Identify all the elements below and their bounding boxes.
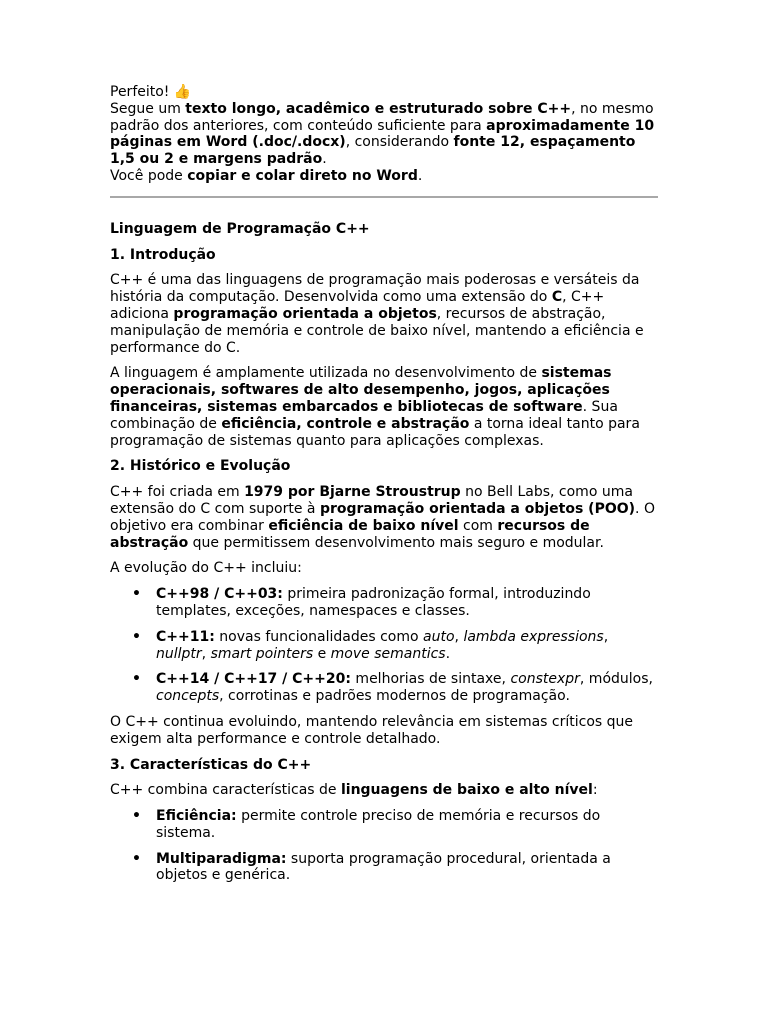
bullet-icon: • — [132, 850, 141, 867]
paragraph — [110, 272, 658, 356]
bold-run: Eficiência: — [156, 808, 237, 825]
text-run: , corrotinas e padrões modernos de programação. — [219, 688, 570, 705]
copy-instruction — [110, 168, 658, 185]
text-run: C++ é uma das linguagens de programação mais poderosas e versáteis da história da computação. Desenvolvida como uma extensão do — [110, 272, 640, 306]
paragraph: A evolução do C++ incluiu: — [110, 560, 302, 577]
copy-bold: copiar e colar direto no Word — [187, 167, 418, 184]
text-run: permite controle preciso de memória e recursos do sistema. — [156, 808, 601, 841]
text-run: , C++ adiciona — [110, 289, 605, 322]
paragraph — [110, 484, 658, 551]
bold-run: sistemas operacionais, softwares de alto desempenho, jogos, aplicações financeiras, sistemas embarcados e bibliotecas de software — [110, 365, 612, 415]
list-item — [132, 808, 658, 842]
bold-run: C — [551, 289, 563, 306]
italic-run: smart pointers — [210, 645, 314, 662]
section-heading-historico: 2. Histórico e Evolução — [110, 458, 291, 475]
italic-run: concepts — [156, 688, 220, 705]
bullet-icon: • — [132, 586, 141, 603]
text-run: melhorias de sintaxe, — [350, 671, 511, 688]
text-run: , — [603, 628, 609, 645]
greeting-text: Perfeito! 👍 — [110, 84, 192, 100]
text-run: C++ foi criada em — [110, 484, 245, 501]
text-run: . O objetivo era combinar — [110, 500, 655, 534]
intro-bold-pages: aproximadamente 10 páginas em Word (.doc/.docx) — [110, 117, 655, 151]
bullet-icon: • — [132, 808, 141, 825]
bold-run: programação orientada a objetos — [173, 305, 437, 322]
bold-run: eficiência de baixo nível — [268, 517, 459, 534]
italic-run: lambda expressions — [463, 628, 604, 645]
bold-run: 1979 por Bjarne Stroustrup — [244, 484, 461, 501]
intro-bold-format: fonte 12, espaçamento 1,5 ou 2 e margens padrão — [110, 134, 636, 168]
intro-text: , no mesmo padrão dos anteriores, com conteúdo suficiente para — [110, 100, 654, 134]
text-run: A linguagem é amplamente utilizada no desenvolvimento de — [110, 365, 542, 382]
copy-text: . — [417, 167, 423, 184]
intro-text: Segue um — [110, 100, 186, 117]
bold-run: recursos de abstração — [110, 517, 590, 551]
text-run: , recursos de abstração, manipulação de memória e controle de baixo nível, mantendo a eficiência e performance do C. — [110, 305, 644, 356]
text-run: C++ combina características de — [110, 782, 341, 799]
text-run: , — [454, 628, 464, 645]
bullet-icon: • — [132, 671, 141, 688]
intro-text: . — [322, 151, 327, 168]
assistant-intro — [110, 84, 658, 185]
intro-text: , considerando — [345, 134, 454, 151]
text-run: primeira padronização formal, introduzindo templates, exceções, namespaces e classes. — [156, 586, 591, 619]
text-run: , — [201, 645, 211, 662]
text-run: no Bell Labs, como uma extensão do C com suporte à — [110, 484, 633, 517]
italic-run: nullptr — [156, 645, 202, 662]
intro-paragraph — [110, 101, 658, 168]
text-run: , módulos, — [579, 671, 653, 688]
copy-text: Você pode — [110, 167, 188, 184]
bold-run: C++98 / C++03: — [156, 586, 283, 603]
italic-run: auto — [423, 628, 455, 645]
section-heading-caracteristicas: 3. Características do C++ — [110, 756, 312, 773]
section-heading-introducao: 1. Introdução — [110, 246, 216, 263]
list-item — [132, 671, 658, 705]
bold-run: C++14 / C++17 / C++20: — [156, 671, 351, 688]
text-run: . Sua combinação de — [110, 398, 618, 432]
horizontal-divider — [110, 196, 658, 198]
document-title: Linguagem de Programação C++ — [110, 220, 370, 237]
list-item — [132, 586, 658, 620]
bold-run: C++11: — [156, 628, 215, 645]
text-run: a torna ideal tanto para programação de sistemas quanto para aplicações complexas. — [110, 415, 640, 449]
paragraph — [110, 365, 658, 449]
evolution-list — [110, 586, 658, 705]
text-run: : — [592, 782, 598, 799]
text-run: novas funcionalidades como — [214, 628, 424, 645]
bold-run: linguagens de baixo e alto nível — [340, 782, 593, 799]
text-run: . — [445, 645, 451, 662]
italic-run: constexpr — [510, 671, 580, 688]
document-page — [110, 84, 658, 884]
text-run: com — [458, 517, 498, 534]
characteristics-list — [110, 808, 658, 884]
text-run: que permitissem desenvolvimento mais seguro e modular. — [188, 534, 604, 551]
bold-run: eficiência, controle e abstração — [221, 415, 470, 432]
text-run: suporta programação procedural, orientada a objetos e genérica. — [156, 850, 611, 884]
greeting-line — [110, 84, 658, 101]
bullet-icon: • — [132, 628, 141, 645]
intro-bold-topic: texto longo, acadêmico e estruturado sobre C++ — [185, 100, 572, 117]
paragraph — [110, 782, 658, 799]
bold-run: programação orientada a objetos (POO) — [319, 500, 636, 517]
paragraph: O C++ continua evoluindo, mantendo relevância em sistemas críticos que exigem alta performance e controle detalhado. — [110, 713, 634, 747]
bold-run: Multiparadigma: — [156, 850, 287, 867]
italic-run: move semantics — [330, 645, 446, 662]
text-run: e — [313, 645, 331, 662]
list-item — [132, 850, 658, 885]
list-item — [132, 628, 658, 663]
